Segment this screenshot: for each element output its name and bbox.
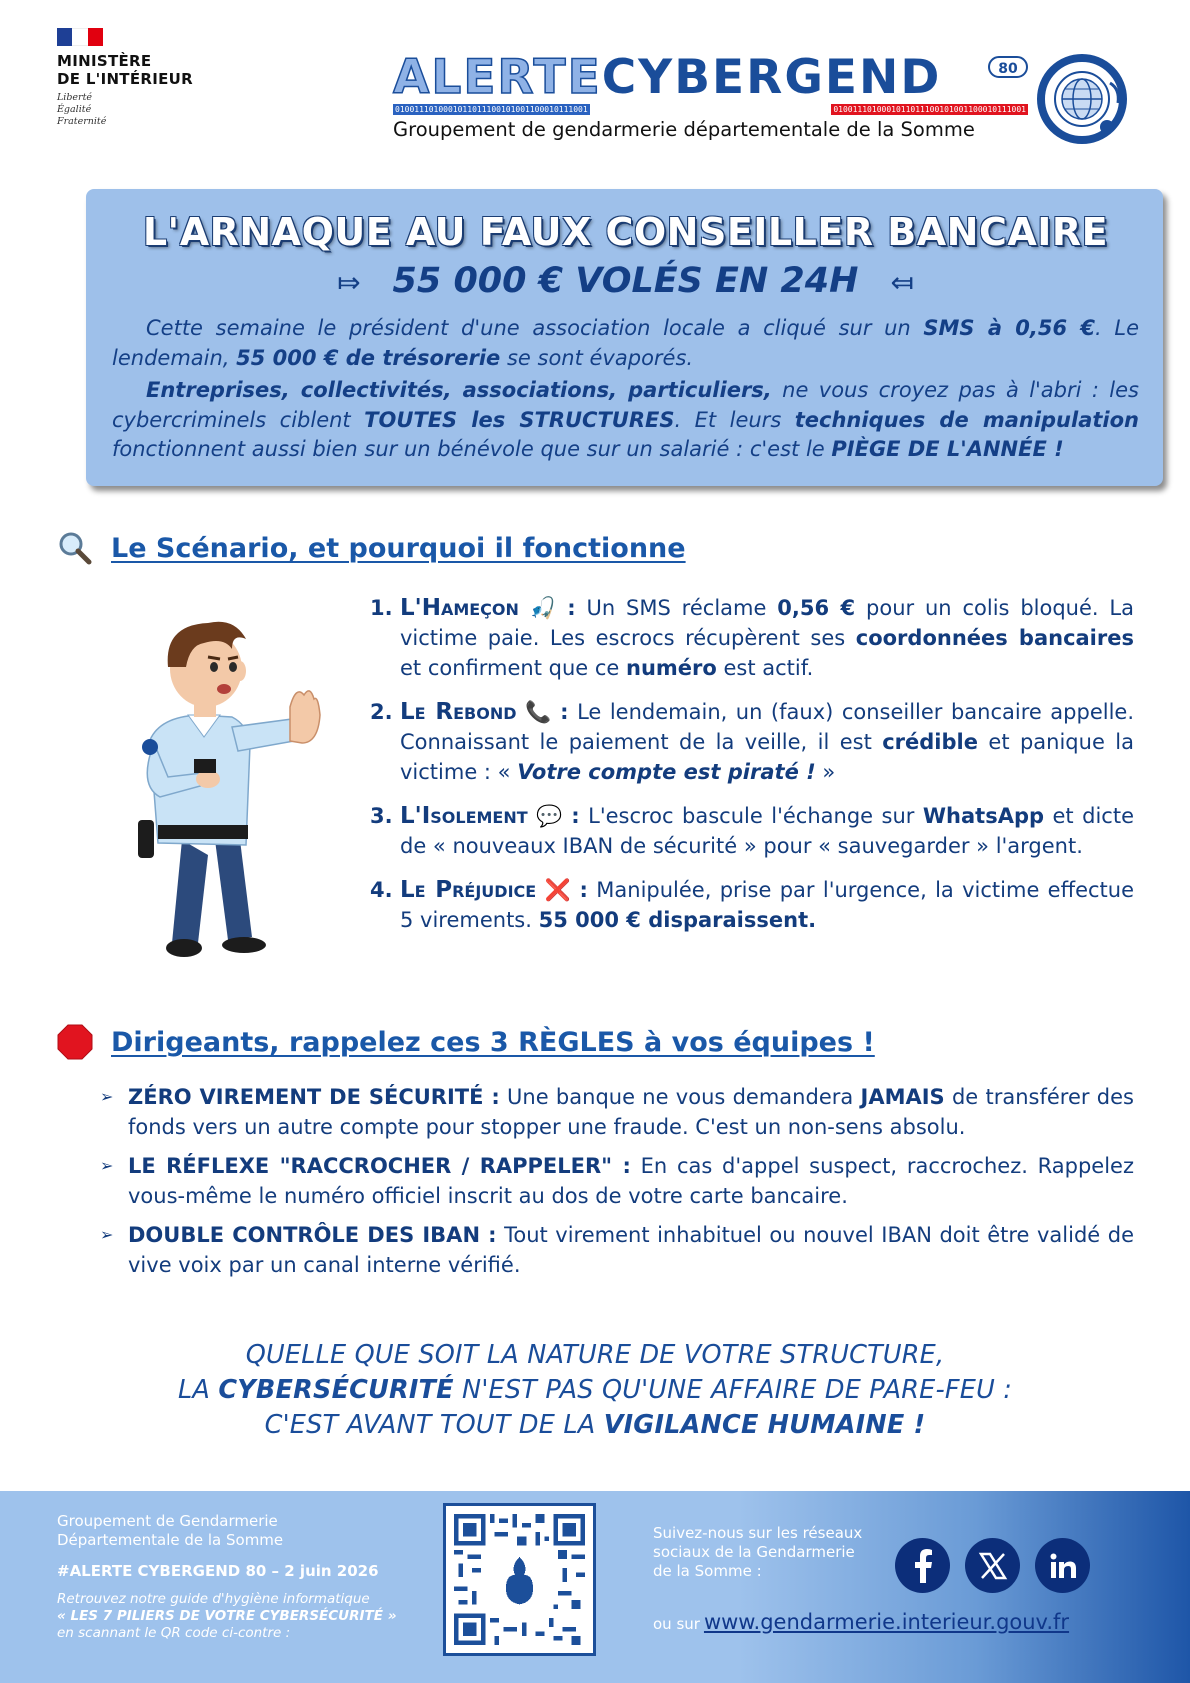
step-text: Le lendemain, un (faux) conseiller bancaire appelle. Connaissant le paiement de la veille, il est [400,700,1135,754]
footer-guide-title: « LES 7 PILIERS DE VOTRE CYBERSÉCURITÉ » [57,1608,397,1624]
closing-line-2 [60,1373,1130,1408]
footer-follow [653,1524,883,1581]
linkedin-icon[interactable] [1035,1538,1090,1593]
step-title: L'Isolement [400,803,528,829]
alert-p1-text2: . Le lendemain, [112,316,1139,370]
footer-or-on: ou sur [653,1615,700,1633]
step-title: Le Rebond [400,699,517,725]
arrowhead-bullet-icon: ➢ [100,1156,114,1175]
phone-icon: 📞 [525,700,552,724]
brand-title-part2: CYBERGEND [601,50,942,105]
step-text: L'escroc bascule l'échange sur [579,804,923,828]
closing-message [60,1338,1130,1443]
closing-line-1: QUELLE QUE SOIT LA NATURE DE VOTRE STRUCTURE, [245,1340,945,1370]
step-text: pour un colis bloqué. La victime paie. Les escrocs récupèrent ses [400,596,1134,650]
ministry-name-line2: DE L'INTÉRIEUR [57,70,193,88]
cross-mark-icon: ❌ [544,878,571,902]
scenario-heading: Le Scénario, et pourquoi il fonctionne [111,532,686,564]
scenario-step-4 [370,875,1134,935]
fishing-rod-icon: 🎣 [529,596,556,620]
gendarme-illustration [120,615,340,960]
motto-fraternite: Fraternité [57,116,107,127]
alert-paragraph-1 [112,314,1139,373]
stop-sign-icon [57,1024,93,1060]
alert-box [86,189,1163,486]
binary-strip-right: 0100111010001011011100101001100010111001 [833,105,1026,114]
footer-follow-line3: de la Somme : [653,1562,762,1580]
gendarmerie-globe-emblem-icon [1036,53,1128,145]
brand-title [393,50,1028,106]
arrow-left-icon: ⤆ [890,266,914,299]
brand-dept-badge: 80 [988,56,1028,78]
footer-guide-line1: Retrouvez notre guide d'hygiène informatique [57,1591,370,1607]
step-number: 3. [370,804,393,828]
arrowhead-bullet-icon: ➢ [100,1225,114,1244]
step-text: Un SMS réclame [575,596,778,620]
step-colon: : [555,596,576,620]
alert-p1-sms: SMS à 0,56 € [923,316,1096,340]
alert-p1-amount: 55 000 € de trésorerie [236,345,501,370]
step-text: et dicte de « nouveaux IBAN de sécurité » pour « sauvegarder » l'argent. [400,804,1134,858]
binary-strip-left: 0100111010001011011100101001100010111001 [395,105,588,114]
footer-website-row [653,1610,1069,1634]
footer-org-line1: Groupement de Gendarmerie [57,1512,278,1530]
alert-p1-text: Cette semaine le président d'une association locale a cliqué sur un [146,316,924,340]
rule-title: ZÉRO VIREMENT DE SÉCURITÉ : [128,1085,500,1109]
step-number: 4. [370,878,393,902]
step-colon: : [562,804,580,828]
rule-title: LE RÉFLEXE "RACCROCHER / RAPPELER" : [128,1154,631,1178]
rule-emphasis: JAMAIS [860,1085,945,1109]
speech-bubble-icon: 💬 [536,804,563,828]
scenario-step-2 [370,697,1134,787]
closing-text: N'EST PAS QU'UNE AFFAIRE DE PARE-FEU : [453,1375,1013,1405]
rule-title: DOUBLE CONTRÔLE DES IBAN : [128,1223,497,1247]
step-number: 2. [370,700,393,724]
alert-p2-techniques: techniques de manipulation [794,407,1139,432]
brand-title-part1: ALERTE [393,50,602,105]
rule-text: Une banque ne vous demandera [499,1085,861,1109]
step-text: est actif. [716,656,814,680]
step-colon: : [551,700,569,724]
footer-hashtag: #ALERTE CYBERGEND 80 – 2 juin 2026 [57,1562,379,1580]
scenario-steps [370,593,1134,949]
footer-guide-line3: en scannant le QR code ci-contre : [57,1625,291,1641]
arrow-right-icon: ⤇ [337,266,361,299]
step-quote: Votre compte est piraté ! [517,760,816,784]
alert-p2-text2: . Et leurs [674,407,795,432]
alert-p2-text3: fonctionnent aussi bien sur un bénévole que sur un salarié : c'est le [112,437,832,461]
ministry-logo [57,28,207,128]
step-text: et confirment que ce [400,656,626,680]
footer-follow-line2: sociaux de la Gendarmerie [653,1543,855,1561]
closing-text: LA [177,1375,219,1405]
scenario-step-1 [370,593,1134,683]
step-loss: 55 000 € disparaissent. [538,908,817,932]
footer-follow-line1: Suivez-nous sur les réseaux [653,1524,863,1542]
step-colon: : [570,878,588,902]
alert-body [112,314,1139,465]
alert-p2-structures: TOUTES les STRUCTURES [364,407,675,432]
x-twitter-icon[interactable] [965,1538,1020,1593]
rule-text: En cas d'appel suspect, raccrochez. Rappelez vous-même le numéro officiel inscrit au dos de votre carte bancaire. [128,1154,1135,1208]
arrowhead-bullet-icon: ➢ [100,1087,114,1106]
alert-p2-trap: PIÈGE DE L'ANNÉE ! [831,437,1064,461]
facebook-icon[interactable] [895,1538,950,1593]
rule-text: de transférer des fonds vers un autre compte pour stopper une fraude. C'est un non-sens absolu. [128,1085,1135,1139]
rule-item-1 [100,1082,1134,1142]
step-text: Manipulée, prise par l'urgence, la victime effectue 5 virements. [400,878,1135,932]
magnifier-icon [57,530,93,566]
footer-guide [57,1591,407,1642]
step-title: Le Préjudice [400,877,537,903]
social-links [895,1538,1090,1593]
french-flag-icon [57,28,103,46]
alert-p2-targets: Entreprises, collectivités, associations, particuliers, [146,378,772,402]
step-title: L'Hameçon [400,595,519,621]
closing-text: C'EST AVANT TOUT DE LA [264,1410,604,1440]
rule-text: Tout virement inhabituel ou nouvel IBAN doit être validé de vive voix par un canal interne vérifié. [128,1223,1134,1277]
rules-heading: Dirigeants, rappelez ces 3 RÈGLES à vos équipes ! [111,1026,875,1058]
scenario-heading-row [57,530,686,566]
alert-subtitle: 55 000 € VOLÉS EN 24H [392,261,859,301]
alert-p2-text: ne vous croyez pas à l'abri : les cybercriminels ciblent [112,378,1139,432]
closing-line-3 [60,1408,1130,1443]
qr-code[interactable] [443,1503,596,1656]
alert-subtitle-row [112,258,1139,306]
alert-p1-text3: se sont évaporés. [500,345,694,370]
motto-egalite: Égalité [57,104,92,115]
ministry-name-line1: MINISTÈRE [57,52,152,70]
footer-info [57,1512,407,1642]
step-text: et panique la victime : « [400,730,1134,784]
rule-item-3 [100,1220,1134,1280]
rules-heading-row [57,1024,875,1060]
closing-cybersecurity: CYBERSÉCURITÉ [218,1375,454,1405]
alertecybergend-brand [393,50,1028,150]
closing-vigilance: VIGILANCE HUMAINE ! [603,1410,926,1440]
rules-list [100,1082,1134,1289]
footer [0,1491,1190,1683]
step-whatsapp: WhatsApp [922,804,1045,828]
alert-title: L'ARNAQUE AU FAUX CONSEILLER BANCAIRE [142,210,1109,254]
step-number: 1. [370,596,393,620]
scenario-step-3 [370,801,1134,861]
step-text: » [815,760,836,784]
motto-liberte: Liberté [57,92,93,103]
step-bank-details: coordonnées bancaires [855,626,1134,650]
step-number-word: numéro [626,656,717,680]
alert-paragraph-2 [112,376,1139,465]
footer-org-line2: Départementale de la Somme [57,1531,284,1549]
step-amount: 0,56 € [777,596,856,620]
brand-subtitle: Groupement de gendarmerie départementale de la Somme [393,118,975,141]
rule-item-2 [100,1151,1134,1211]
gendarmerie-website-link[interactable]: www.gendarmerie.interieur.gouv.fr [703,1610,1070,1634]
step-credible: crédible [882,730,978,754]
